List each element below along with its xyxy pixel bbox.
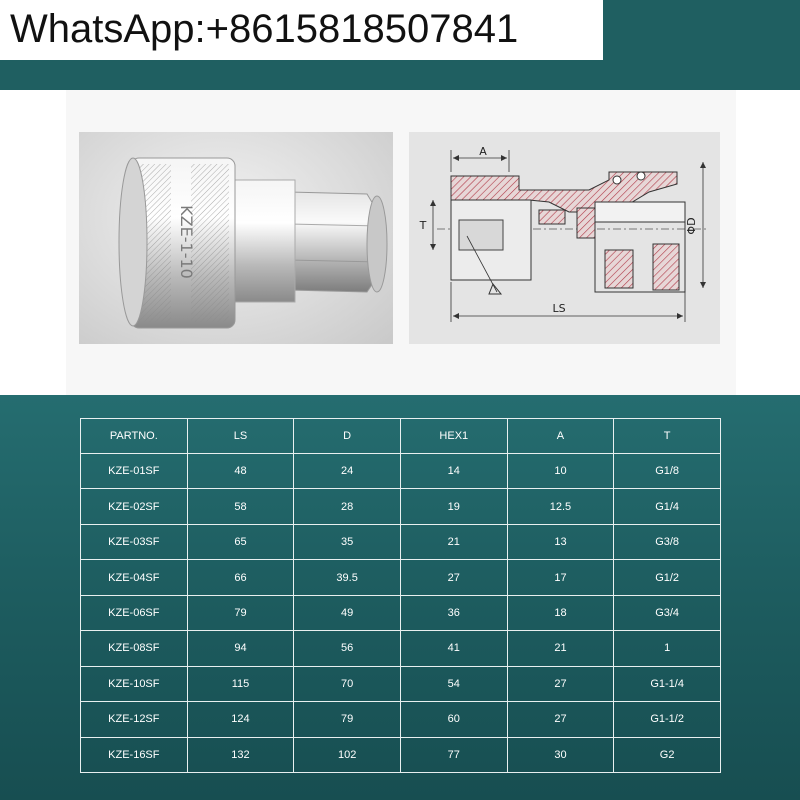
cell-ls: 58 (187, 489, 294, 524)
cell-a: 27 (507, 666, 614, 701)
cell-partno: KZE-01SF (81, 454, 188, 489)
header-a: A (507, 419, 614, 454)
cell-t: G1-1/2 (614, 702, 721, 737)
dimension-label-d: ΦD (685, 217, 698, 235)
cell-hex1: 77 (400, 737, 507, 773)
table-row (81, 631, 721, 666)
cell-hex1: 14 (400, 454, 507, 489)
cell-ls: 48 (187, 454, 294, 489)
cell-partno: KZE-06SF (81, 595, 188, 630)
cell-partno: KZE-03SF (81, 524, 188, 559)
cell-d: 70 (294, 666, 401, 701)
header-partno: PARTNO. (81, 419, 188, 454)
cell-t: G1/8 (614, 454, 721, 489)
cell-a: 30 (507, 737, 614, 773)
header-d: D (294, 419, 401, 454)
cell-t: G1-1/4 (614, 666, 721, 701)
table-row (81, 524, 721, 559)
cell-partno: KZE-16SF (81, 737, 188, 773)
coupling-cross-section (409, 132, 720, 344)
cell-hex1: 41 (400, 631, 507, 666)
cell-ls: 132 (187, 737, 294, 773)
cell-ls: 66 (187, 560, 294, 595)
table-row (81, 454, 721, 489)
dimension-label-ls: LS (552, 302, 566, 315)
cell-ls: 79 (187, 595, 294, 630)
coupling-photo-illustration (79, 132, 393, 344)
dimension-label-a: A (479, 145, 487, 158)
whatsapp-contact: WhatsApp:+8615818507841 (10, 7, 519, 51)
table-row (81, 595, 721, 630)
cell-t: 1 (614, 631, 721, 666)
cell-partno: KZE-12SF (81, 702, 188, 737)
cell-a: 27 (507, 702, 614, 737)
table-row (81, 702, 721, 737)
header-ls: LS (187, 419, 294, 454)
cell-partno: KZE-04SF (81, 560, 188, 595)
cell-a: 12.5 (507, 489, 614, 524)
dimension-label-t: T (419, 219, 427, 232)
cell-hex1: 36 (400, 595, 507, 630)
cell-d: 39.5 (294, 560, 401, 595)
cell-t: G3/4 (614, 595, 721, 630)
engraving-text: KZE-1-10 (177, 205, 196, 279)
cell-ls: 65 (187, 524, 294, 559)
specification-table (80, 418, 721, 773)
cell-ls: 94 (187, 631, 294, 666)
table-header-row (81, 419, 721, 454)
cell-t: G1/2 (614, 560, 721, 595)
cell-ls: 124 (187, 702, 294, 737)
table-row (81, 560, 721, 595)
cell-t: G3/8 (614, 524, 721, 559)
cell-partno: KZE-08SF (81, 631, 188, 666)
header-hex1: HEX1 (400, 419, 507, 454)
cell-d: 79 (294, 702, 401, 737)
cell-hex1: 27 (400, 560, 507, 595)
contact-box (0, 0, 603, 60)
cell-d: 102 (294, 737, 401, 773)
cell-t: G1/4 (614, 489, 721, 524)
cell-partno: KZE-02SF (81, 489, 188, 524)
cell-ls: 115 (187, 666, 294, 701)
cell-d: 56 (294, 631, 401, 666)
cell-d: 35 (294, 524, 401, 559)
cell-d: 49 (294, 595, 401, 630)
cell-partno: KZE-10SF (81, 666, 188, 701)
cell-hex1: 54 (400, 666, 507, 701)
cell-hex1: 60 (400, 702, 507, 737)
cell-a: 13 (507, 524, 614, 559)
cell-a: 17 (507, 560, 614, 595)
cell-d: 24 (294, 454, 401, 489)
cell-hex1: 19 (400, 489, 507, 524)
table-row (81, 737, 721, 773)
cell-hex1: 21 (400, 524, 507, 559)
cell-a: 10 (507, 454, 614, 489)
product-photo (79, 132, 393, 344)
cell-d: 28 (294, 489, 401, 524)
table-row (81, 666, 721, 701)
cell-a: 21 (507, 631, 614, 666)
header-t: T (614, 419, 721, 454)
cell-a: 18 (507, 595, 614, 630)
technical-drawing (409, 132, 720, 344)
cell-t: G2 (614, 737, 721, 773)
table-row (81, 489, 721, 524)
